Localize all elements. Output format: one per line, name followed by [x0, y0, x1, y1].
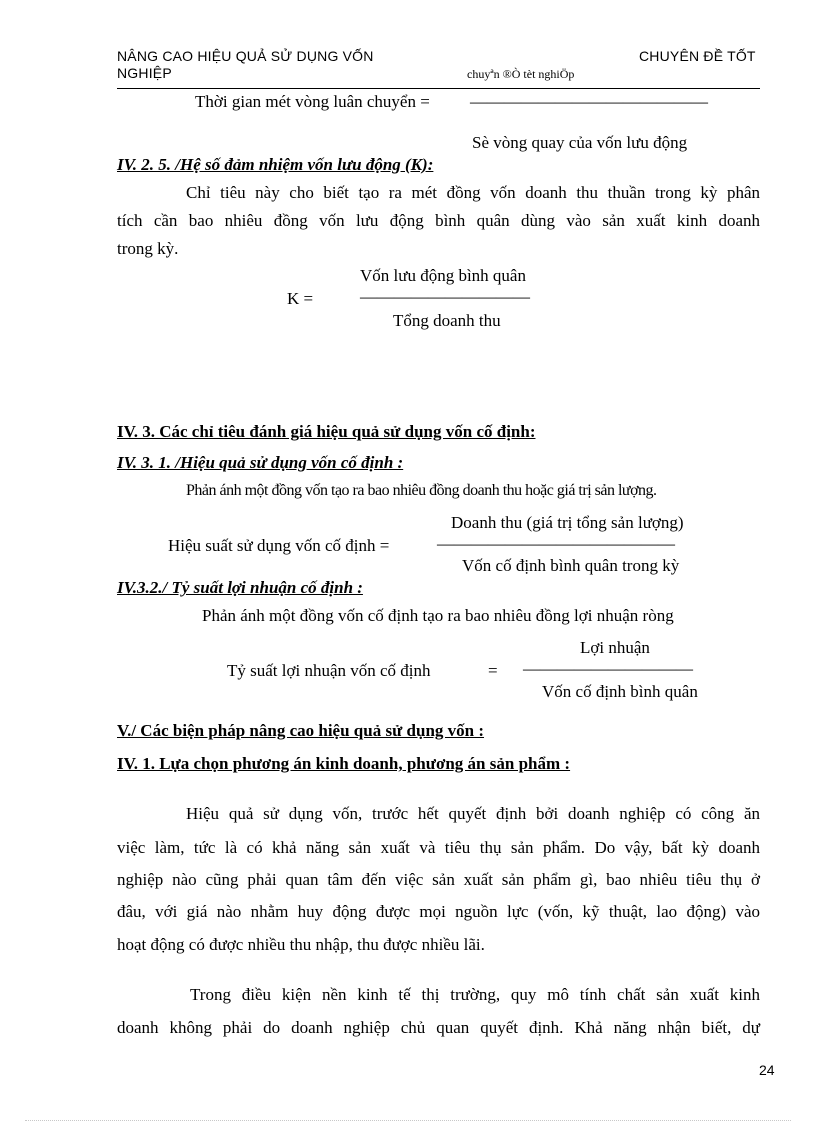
formula-efficiency-line: ——————————————	[437, 534, 675, 553]
header-title: NÂNG CAO HIỆU QUẢ SỬ DỤNG VỐN	[117, 48, 374, 64]
formula-k-line: ——————————	[360, 287, 530, 306]
formula-k-numerator: Vốn lưu động bình quân	[360, 266, 526, 285]
page-bottom-divider	[25, 1120, 791, 1121]
paragraph-line: Phản ánh một đồng vốn cố định tạo ra bao nhiêu đồng lợi nhuận ròng	[202, 606, 674, 625]
formula-profit-denominator: Vốn cố định bình quân	[542, 682, 698, 701]
paragraph-line: doanh không phải do doanh nghiệp chủ quan quyết định. Khả năng nhận biết, dự	[117, 1018, 760, 1037]
header-rule	[117, 88, 760, 89]
header-right: CHUYÊN ĐỀ TỐT	[639, 48, 756, 64]
paragraph-line: việc làm, tức là có khả năng sản xuất và tiêu thụ sản phẩm. Do vậy, bất kỳ doanh	[117, 838, 760, 857]
heading-v: V./ Các biện pháp nâng cao hiệu quả sử dụng vốn :	[117, 721, 485, 740]
page-number: 24	[759, 1062, 775, 1078]
heading-iv-2-5: IV. 2. 5. /Hệ số đảm nhiệm vốn lưu động (K):	[117, 155, 434, 174]
paragraph-line: Hiệu quả sử dụng vốn, trước hết quyết định bởi doanh nghiệp có công ăn	[186, 804, 760, 823]
paragraph-line: trong kỳ.	[117, 239, 179, 258]
formula-turnover-line: ——————————————	[470, 92, 708, 111]
formula-profit-lhs: Tỷ suất lợi nhuận vốn cố định	[227, 661, 431, 680]
formula-k-denominator: Tổng doanh thu	[393, 311, 501, 330]
formula-profit-numerator: Lợi nhuận	[580, 638, 650, 657]
paragraph-line: hoạt động có được nhiều thu nhập, thu được nhiều lãi.	[117, 935, 485, 954]
heading-iv-3-1: IV. 3. 1. /Hiệu quả sử dụng vốn cố định :	[117, 453, 404, 472]
heading-iv-3: IV. 3. Các chỉ tiêu đánh giá hiệu quả sử dụng vốn cố định:	[117, 422, 536, 441]
paragraph-line: nghiệp nào cũng phải quan tâm đến việc sản xuất sản phẩm gì, bao nhiêu tiêu thụ ở	[117, 870, 760, 889]
heading-iv-3-2: IV.3.2./ Tỷ suất lợi nhuận cố định :	[117, 578, 363, 597]
formula-profit-line: ——————————	[523, 659, 693, 678]
paragraph-line: Chỉ tiêu này cho biết tạo ra mét đồng vốn doanh thu thuần trong kỳ phân	[186, 183, 760, 202]
formula-k-lhs: K =	[287, 289, 314, 308]
formula-efficiency-denominator: Vốn cố định bình quân trong kỳ	[462, 556, 680, 575]
header-subtitle: chuyªn ®Ò tèt nghiÖp	[467, 67, 575, 81]
paragraph-line: tích cần bao nhiêu đồng vốn lưu động bình quân dùng vào sản xuất kinh doanh	[117, 211, 760, 230]
heading-iv-1: IV. 1. Lựa chọn phương án kinh doanh, phương án sản phẩm :	[117, 754, 571, 773]
paragraph-line: đâu, với giá nào nhằm huy động được mọi nguồn lực (vốn, kỹ thuật, lao động) vào	[117, 902, 760, 921]
paragraph-line: Trong điều kiện nền kinh tế thị trường, quy mô tính chất sản xuất kinh	[190, 985, 760, 1004]
formula-turnover-denominator: Sè vòng quay của vốn lưu động	[472, 133, 688, 152]
formula-efficiency-lhs: Hiệu suất sử dụng vốn cố định =	[168, 536, 390, 555]
formula-efficiency-numerator: Doanh thu (giá trị tổng sản lượng)	[451, 513, 684, 532]
formula-turnover-label: Thời gian mét vòng luân chuyển =	[195, 92, 430, 111]
paragraph-line: Phản ánh một đồng vốn tạo ra bao nhiêu đồng doanh thu hoặc giá trị sản lượng.	[186, 482, 657, 499]
formula-profit-equals: =	[488, 661, 498, 680]
header-title-cont: NGHIỆP	[117, 65, 172, 81]
